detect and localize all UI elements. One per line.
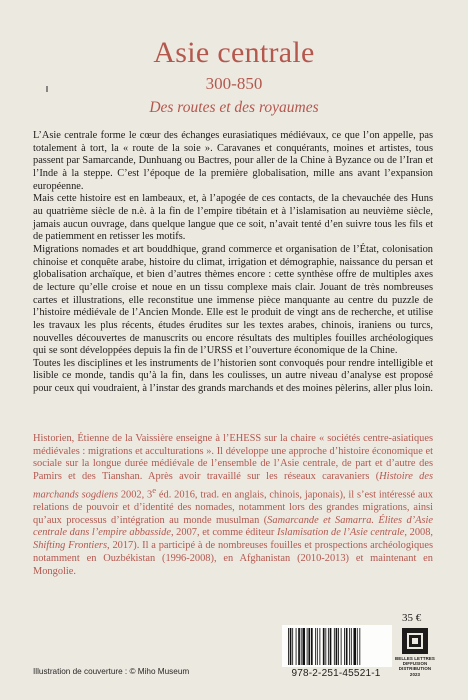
book-dates: 300-850 bbox=[205, 74, 263, 93]
barcode-bar bbox=[292, 628, 293, 665]
barcode-bar bbox=[315, 628, 316, 665]
barcode-bar bbox=[359, 628, 360, 665]
barcode-background bbox=[282, 625, 392, 667]
cover-credit: Illustration de couverture : © Miho Museum bbox=[33, 667, 190, 676]
barcode-bar bbox=[307, 628, 308, 665]
book-title: Asie centrale bbox=[153, 36, 315, 69]
barcode-bar bbox=[319, 628, 320, 665]
publisher-line-2: DIFFUSION bbox=[402, 661, 428, 667]
bio-segment: Historien, Étienne de la Vaissière enseigne à l’EHESS sur la chaire « sociétés centre-asiatiques médiévales : migrations et acculturations ». Il développe une approche d’histoire économique et sociale sur la longue durée médiévale de l’ensemble de l’Asie centrale, de part et d’autre des Pamirs et des Tianshan. Après avoir travaillé sur les réseaux caravaniers ( bbox=[33, 433, 433, 483]
barcode-bar bbox=[341, 628, 342, 665]
barcode-bar bbox=[290, 628, 292, 665]
barcode-bar bbox=[351, 628, 352, 665]
barcode-bars bbox=[282, 625, 392, 667]
publisher-line-3: DISTRIBUTION bbox=[398, 666, 432, 672]
bio-segment: éd. 2016, trad. en anglais, chinois, japonais), il s’est intéressé aux relations de pouvoir et d’identité des nomades, notamment lors des grandes migrations, ainsi qu’aux processus d’intégration au monde musulman ( bbox=[33, 489, 434, 526]
barcode-bar bbox=[344, 628, 345, 665]
barcode-bar bbox=[323, 628, 325, 665]
barcode-bar bbox=[311, 628, 313, 665]
bio-book-title: Samarcande et Samarra. Élites d’Asie centrale dans l’empire abbasside bbox=[33, 514, 434, 539]
barcode-bar bbox=[330, 628, 332, 665]
bio-segment: , 2017). Il a participé à de nombreuses fouilles et prospections archéologiques notamment en Ouzbékistan (1996-2008), en Afghanistan (2010-2013) et maintenant en Mongolie. bbox=[33, 540, 433, 577]
publisher-line-4: 2023 bbox=[409, 671, 421, 677]
barcode-bar bbox=[357, 628, 358, 665]
blurb-paragraph-2: Mais cette histoire est en lambeaux, et, à l’apogée de ces contacts, de la chevauchée des Huns au quatrième siècle de n.è. à la fin de l’empire tibétain et à l’islamisation au neuvième siècle, jamais aucun ouvrage, dans quelque langue que ce soit, n’avait tenté d’en suivre tous les fils et de patiemment en retisser les motifs. bbox=[33, 193, 433, 243]
author-bio bbox=[33, 433, 433, 578]
bio-book-title: Histoire des marchands sogdiens bbox=[33, 471, 434, 501]
blurb-paragraph-1: L’Asie centrale forme le cœur des échanges eurasiatiques médiévaux, ce que l’on appelle, pas totalement à tort, la « route de la soie ». Caravanes et conquérants, moines et artistes, tous passent par Samarcande, Dunhuang ou Bactres, pour aller de la Chine à Byzance ou de l’Iran et l’Inde à la steppe. C’est l’époque de la première globalisation, mille ans avant l’expansion européenne. bbox=[33, 130, 433, 192]
publisher-logo-dot bbox=[412, 638, 418, 644]
barcode-bar bbox=[308, 628, 310, 665]
barcode-bar bbox=[353, 628, 356, 665]
barcode-bar bbox=[301, 628, 302, 665]
author-bio-text bbox=[33, 433, 433, 578]
blurb-paragraph-3: Migrations nomades et art bouddhique, grand commerce et organisation de l’État, colonisation chinoise et conquête arabe, histoire du climat, irrigation et démographie, naissance du persan et globalisation archaïque, et bien d’autres thèmes encore : cette synthèse offre de multiples axes de lecture qu’elle croise et noue en un tissu complexe mais clair. Jouant de très nombreuses cartes et illustrations, elle reconstitue une immense pièce manquante au centre du puzzle de l’histoire médiévale de l’Ancien Monde. Elle est le produit de vingt ans de recherche, et utilise les travaux les plus récents, études érudites sur les textes arabes, chinois, iraniens ou turcs, nouvelles découvertes de manuscrits ou encore résultats des multiples fouilles archéologiques qui se sont développées depuis la fin de l’URSS et l’ouverture économique de la Chine. bbox=[33, 243, 433, 357]
barcode-bar bbox=[328, 628, 329, 665]
barcode-bar bbox=[302, 628, 305, 665]
bio-segment: , 2007, et comme éditeur bbox=[170, 527, 278, 539]
barcode-bar bbox=[346, 628, 348, 665]
publisher-logo-icon bbox=[402, 628, 428, 654]
bio-superscript: e bbox=[152, 484, 157, 495]
bio-segment: , 2008, bbox=[404, 527, 434, 539]
isbn: 978-2-251-45521-1 bbox=[291, 668, 381, 679]
barcode-bar bbox=[336, 628, 338, 665]
barcode-bar bbox=[349, 628, 350, 665]
barcode-bar bbox=[334, 628, 335, 665]
bio-segment: 2002, 3 bbox=[118, 489, 153, 501]
publisher-line-1: BELLES LETTRES bbox=[395, 656, 435, 661]
book-subtitle: Des routes et des royaumes bbox=[149, 99, 319, 116]
barcode-bar bbox=[338, 628, 339, 665]
barcode-bar bbox=[325, 628, 326, 665]
barcode-bar bbox=[288, 628, 289, 665]
blurb bbox=[33, 130, 433, 396]
price: 35 € bbox=[402, 612, 422, 624]
bio-book-title: Islamisation de l’Asie centrale bbox=[277, 527, 405, 539]
barcode-bar bbox=[298, 628, 300, 665]
barcode-bar bbox=[317, 628, 318, 665]
barcode-bar bbox=[296, 628, 297, 665]
blurb-paragraph-4: Toutes les disciplines et les instruments de l’historien sont convoqués pour rendre intelligible et lisible ce monde, tandis qu’à la fin, dans les coulisses, un autre niveau d’analyse est proposé pour ceux qui voudraient, à l’instar des grands marchands et des moines pèlerins, aller plus loin. bbox=[33, 357, 433, 395]
bio-book-title: Shifting Frontiers bbox=[33, 540, 108, 552]
publisher-name bbox=[393, 656, 437, 677]
